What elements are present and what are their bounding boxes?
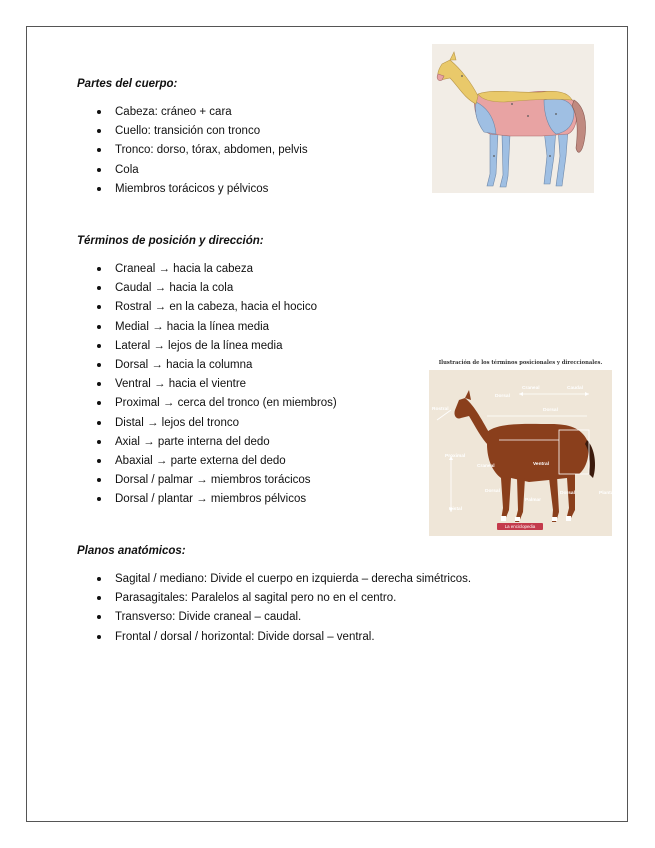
list-item: Caudal → hacia la cola <box>77 280 337 299</box>
list-item: Sagital / mediano: Divide el cuerpo en izquierda – derecha simétricos. <box>77 571 471 590</box>
list-item: Axial → parte interna del dedo <box>77 434 337 453</box>
label-palmar: Palmar <box>525 498 541 503</box>
heading-planos-anatomicos: Planos anatómicos: <box>77 545 186 557</box>
label-ventral: Ventral <box>533 462 549 467</box>
list-item: Miembros torácicos y pélvicos <box>77 181 308 200</box>
list-item: Dorsal → hacia la columna <box>77 357 337 376</box>
label-dorsal-back: Dorsal <box>543 408 558 413</box>
list-partes-del-cuerpo <box>77 104 308 200</box>
directional-terms-illustration <box>429 357 616 536</box>
list-item: Medial → hacia la línea media <box>77 319 337 338</box>
label-caudal: Caudal <box>567 386 583 391</box>
label-dorsal-leg: Dorsal <box>485 489 500 494</box>
heading-terminos-posicion: Términos de posición y dirección: <box>77 235 264 247</box>
list-item: Cuello: transición con tronco <box>77 123 308 142</box>
list-item: Craneal → hacia la cabeza <box>77 261 337 280</box>
list-item: Abaxial → parte externa del dedo <box>77 453 337 472</box>
horse-regions-illustration <box>432 44 594 193</box>
list-item: Rostral → en la cabeza, hacia el hocico <box>77 299 337 318</box>
label-dorsal-hindleg: Dorsal <box>560 491 575 496</box>
list-item: Ventral → hacia el vientre <box>77 376 337 395</box>
list-item: Proximal → cerca del tronco (en miembros) <box>77 395 337 414</box>
label-proximal: Proximal <box>445 454 466 459</box>
list-item: Transverso: Divide craneal – caudal. <box>77 609 471 628</box>
source-tag: La enciclopedia <box>497 523 543 530</box>
figure-caption: Ilustración de los términos posicionales y direccionales. <box>429 357 612 370</box>
list-planos-anatomicos <box>77 571 471 648</box>
list-item: Cabeza: cráneo + cara <box>77 104 308 123</box>
list-terminos-posicion <box>77 261 337 510</box>
list-item: Distal → lejos del tronco <box>77 415 337 434</box>
label-dorsal-top: Dorsal <box>495 394 510 399</box>
list-item: Frontal / dorsal / horizontal: Divide dorsal – ventral. <box>77 629 471 648</box>
label-rostral: Rostral <box>432 407 449 412</box>
label-craneal-lower: Craneal <box>477 464 495 469</box>
list-item: Dorsal / palmar → miembros torácicos <box>77 472 337 491</box>
list-item: Tronco: dorso, tórax, abdomen, pelvis <box>77 142 308 161</box>
list-item: Parasagitales: Paralelos al sagital pero no en el centro. <box>77 590 471 609</box>
list-item: Dorsal / plantar → miembros pélvicos <box>77 491 337 510</box>
label-distal: Distal <box>449 507 463 512</box>
label-craneal: Craneal <box>522 386 540 391</box>
list-item: Cola <box>77 162 308 181</box>
heading-partes-del-cuerpo: Partes del cuerpo: <box>77 78 178 90</box>
label-plantar: Plantar <box>599 491 616 496</box>
list-item: Lateral → lejos de la línea media <box>77 338 337 357</box>
